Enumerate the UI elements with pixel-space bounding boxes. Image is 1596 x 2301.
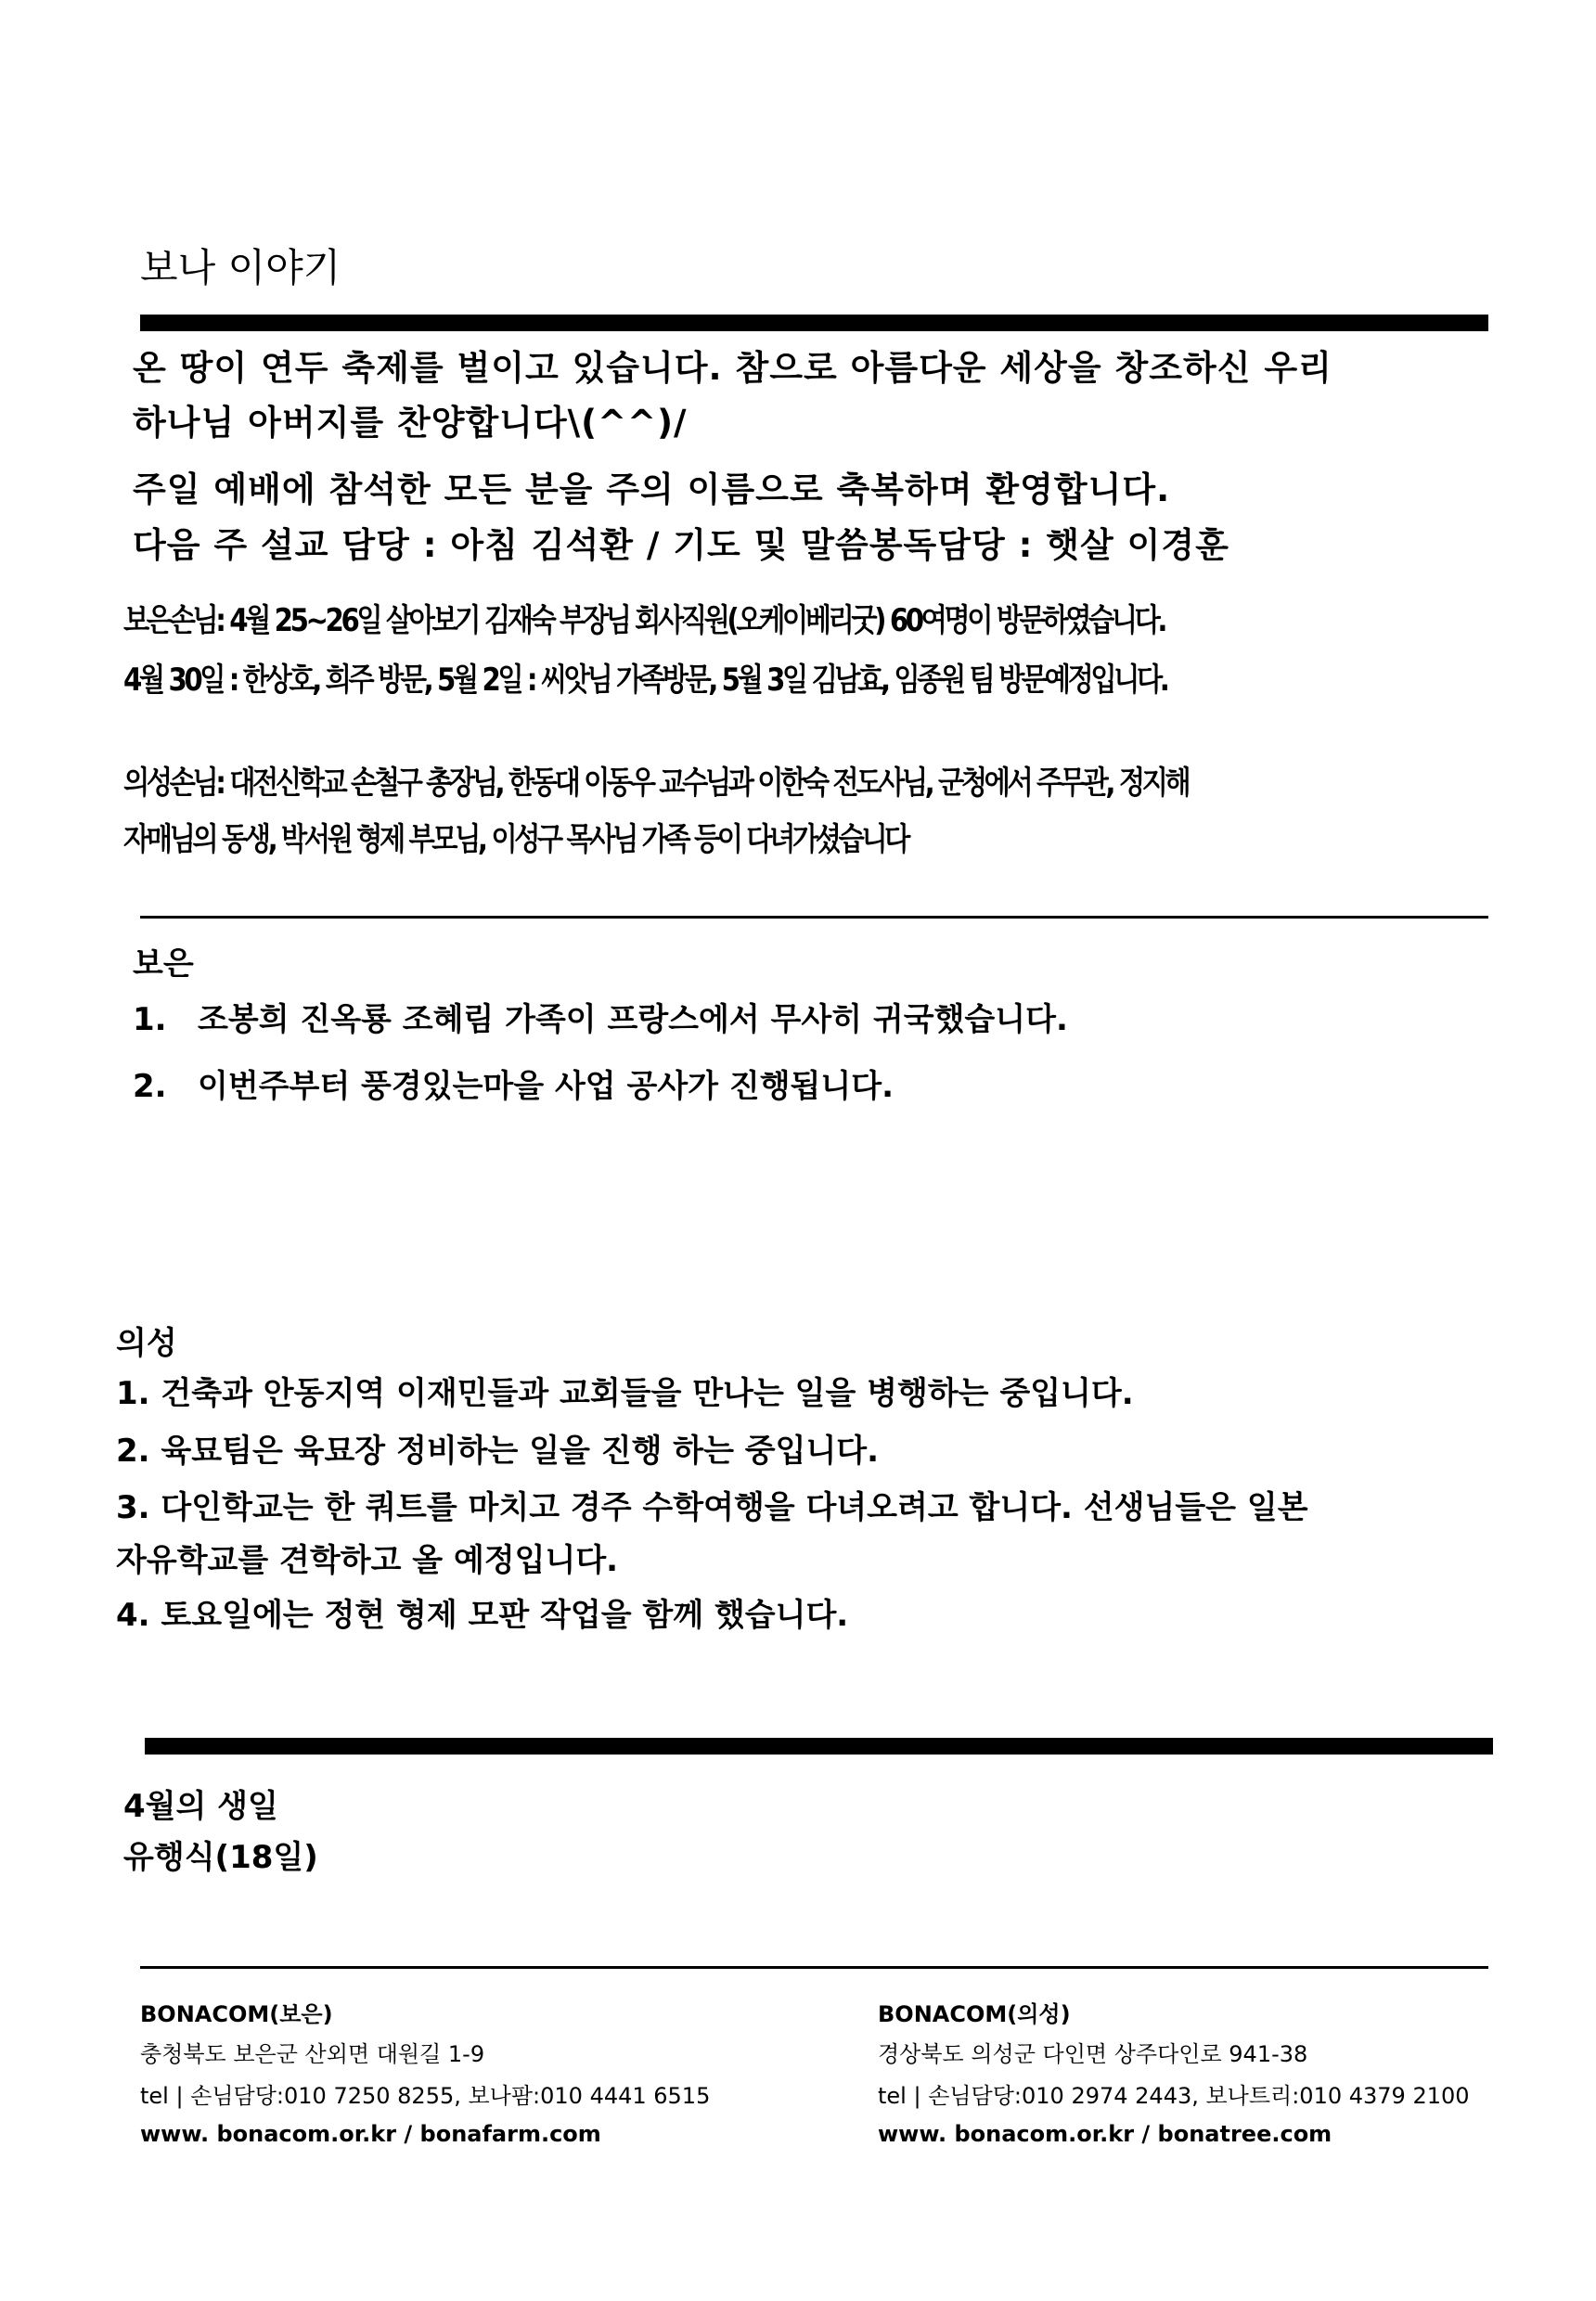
footer-left-address: 충청북도 보은군 산외면 대원길 1-9 (140, 2041, 485, 2067)
boeun-guests-1: 보은손님: 4월 25~26일 살아보기 김재숙 부장님 회사직원(오케이베리굿) 60여명이 방문하였습니다. (123, 602, 1165, 639)
footer-left-name: BONACOM(보은) (140, 2001, 333, 2027)
intro-line-3: 주일 예배에 참석한 모든 분을 주의 이름으로 축복하며 환영합니다. (133, 469, 1171, 509)
footer-right-address: 경상북도 의성군 다인면 상주다인로 941-38 (878, 2041, 1308, 2067)
preacher-line: 다음 주 설교 담당 : 아침 김석환 / 기도 및 말씀봉독담당 : 햇살 이경훈 (133, 525, 1229, 565)
uiseong-heading: 의성 (116, 1325, 177, 1362)
uiseong-guests-1: 의성손님: 대전신학교 손철구 총장님, 한동대 이동우 교수님과 이한숙 전도사님, 군청에서 주무관, 정지해 (123, 765, 1189, 802)
uiseong-item: 2. 육묘팀은 육묘장 정비하는 일을 진행 하는 중입니다. (116, 1433, 880, 1470)
thin-divider (140, 916, 1488, 919)
uiseong-item: 4. 토요일에는 정현 형제 모판 작업을 함께 했습니다. (116, 1597, 849, 1634)
thick-divider (145, 1738, 1493, 1755)
page-title: 보나 이야기 (140, 245, 341, 290)
birthday-name: 유행식(18일) (123, 1839, 318, 1876)
boeun-item: 이번주부터 풍경있는마을 사업 공사가 진행됩니다. (198, 1068, 894, 1105)
uiseong-item: 1. 건축과 안동지역 이재민들과 교회들을 만나는 일을 병행하는 중입니다. (116, 1375, 1134, 1412)
boeun-guests-2: 4월 30일 : 한상호, 희주 방문, 5월 2일 : 씨앗님 가족방문, 5월 3일 김남효, 임종원 팀 방문예정입니다. (123, 662, 1167, 699)
intro-line-1: 온 땅이 연두 축제를 벌이고 있습니다. 참으로 아름다운 세상을 창조하신 우리 (133, 348, 1332, 388)
footer-divider (140, 1966, 1488, 1969)
uiseong-item: 자유학교를 견학하고 올 예정입니다. (116, 1542, 619, 1579)
footer-left-web[interactable]: www. bonacom.or.kr / bonafarm.com (140, 2121, 601, 2147)
footer-left-tel: tel | 손님담당:010 7250 8255, 보나팜:010 4441 6515 (140, 2083, 711, 2109)
intro-line-2: 하나님 아버지를 찬양합니다\(^^)/ (133, 403, 688, 443)
boeun-heading: 보은 (133, 945, 194, 983)
birthday-heading: 4월의 생일 (123, 1788, 278, 1825)
footer-right-name: BONACOM(의성) (878, 2001, 1071, 2027)
boeun-item-num: 1. (133, 1001, 167, 1038)
uiseong-guests-2: 자매님의 동생, 박서원 형제 부모님, 이성구 목사님 가족 등이 다녀가셨습니다 (123, 821, 907, 858)
thick-divider (140, 315, 1488, 331)
uiseong-item: 3. 다인학교는 한 쿼트를 마치고 경주 수학여행을 다녀오려고 합니다. 선생님들은 일본 (116, 1489, 1308, 1526)
footer-right-tel: tel | 손님담당:010 2974 2443, 보나트리:010 4379 2100 (878, 2083, 1470, 2109)
footer-right-web[interactable]: www. bonacom.or.kr / bonatree.com (878, 2121, 1332, 2147)
boeun-item: 조봉희 진옥룡 조혜림 가족이 프랑스에서 무사히 귀국했습니다. (198, 1001, 1068, 1038)
boeun-item-num: 2. (133, 1068, 167, 1105)
